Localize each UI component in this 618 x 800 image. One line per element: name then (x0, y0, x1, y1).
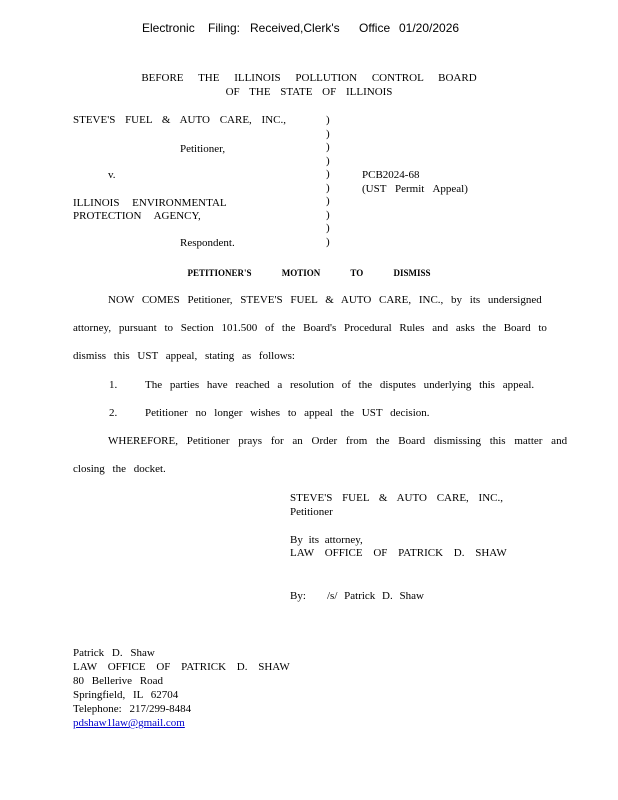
signature-party-role: Petitioner (290, 506, 333, 518)
item-2-text: Petitioner no longer wishes to appeal the UST decision. (145, 407, 430, 419)
contact-name: Patrick D. Shaw (73, 647, 155, 659)
item-1-text: The parties have reached a resolution of the disputes underlying this appeal. (145, 379, 535, 391)
intro-line-3: dismiss this UST appeal, stating as follows: (73, 350, 295, 362)
signature-party: STEVE'S FUEL & AUTO CARE, INC., (290, 492, 503, 504)
contact-street: 80 Bellerive Road (73, 675, 164, 687)
contact-firm: LAW OFFICE OF PATRICK D. SHAW (73, 661, 290, 673)
filing-word: Filing: (208, 21, 241, 35)
respondent-line-1: ILLINOIS ENVIRONMENTAL (73, 197, 227, 209)
filing-label: Electronic (142, 21, 195, 35)
office-word: Office (359, 21, 391, 35)
case-number: PCB2024-68 (362, 169, 420, 181)
motion-title: PETITIONER'S MOTION TO DISMISS (187, 268, 431, 278)
electronic-signature: /s/ Patrick D. Shaw (327, 590, 424, 602)
item-2-number: 2. (109, 407, 118, 419)
petitioner-name: STEVE'S FUEL & AUTO CARE, INC., (73, 114, 286, 126)
case-type: (UST Permit Appeal) (362, 183, 468, 195)
respondent-role: Respondent. (180, 237, 235, 249)
received-clerk: Received,Clerk's (250, 21, 340, 35)
caption-divider: ) ) ) ) ) ) ) ) ) ) (326, 114, 330, 248)
court-name: BEFORE THE ILLINOIS POLLUTION CONTROL BOARD (141, 72, 477, 84)
intro-line-1: NOW COMES Petitioner, STEVE'S FUEL & AUTO CARE, INC., by its undersigned (108, 294, 542, 306)
contact-phone: Telephone: 217/299-8484 (73, 703, 192, 715)
intro-line-2: attorney, pursuant to Section 101.500 of the Board's Procedural Rules and asks the Board to (73, 322, 547, 334)
respondent-line-2: PROTECTION AGENCY, (73, 210, 201, 222)
item-1-number: 1. (109, 379, 118, 391)
by-attorney: By its attorney, (290, 534, 363, 546)
contact-city: Springfield, IL 62704 (73, 689, 179, 701)
versus: v. (108, 169, 116, 181)
by-label: By: (290, 590, 306, 602)
court-state: OF THE STATE OF ILLINOIS (225, 86, 393, 98)
signature-firm: LAW OFFICE OF PATRICK D. SHAW (290, 547, 507, 559)
filing-date: 01/20/2026 (399, 21, 460, 35)
petitioner-role: Petitioner, (180, 143, 226, 155)
contact-email-link[interactable]: pdshaw1law@gmail.com (73, 717, 185, 729)
wherefore-line-1: WHEREFORE, Petitioner prays for an Order from the Board dismissing this matter and (108, 435, 568, 447)
wherefore-line-2: closing the docket. (73, 463, 166, 475)
